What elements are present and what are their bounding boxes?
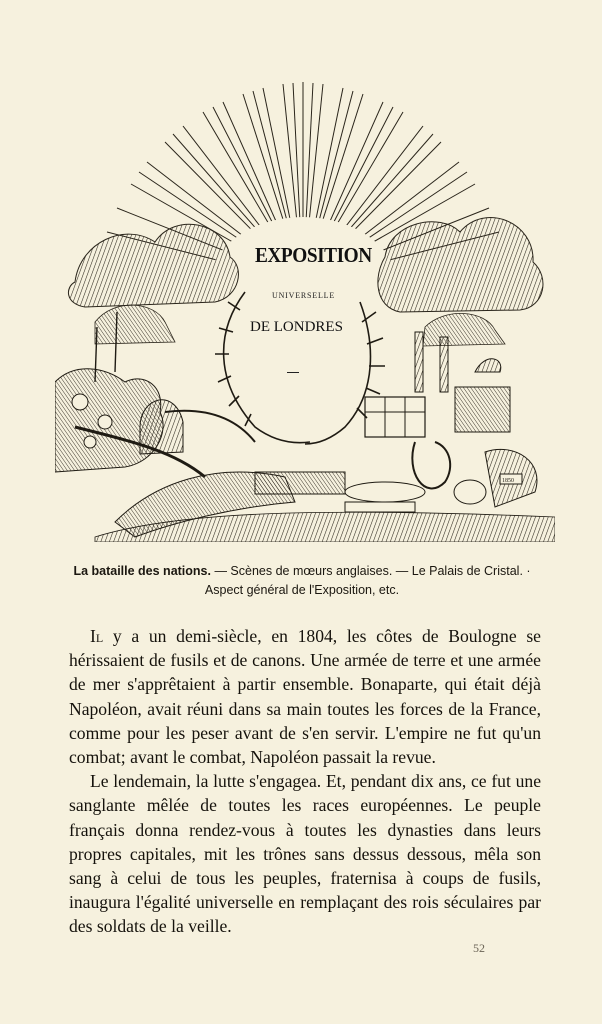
illustration-caption xyxy=(62,562,542,600)
paragraph-2-text: Le lendemain, la lutte s'engagea. Et, pendant dix ans, ce fut une sanglante mêlée de toutes les races européennes. Le peuple français donna rendez-vous à toutes les dynasties dans leurs propres capitales, mit les trônes sans dessus dessous, mêla son sang à celui de tous les peuples, fraternisa à coups de fusils, inaugura l'égalité universelle en remplaçant des rois séculaires par des soldats de la veille. xyxy=(69,771,541,937)
caption-line2: Aspect général de l'Exposition, etc. xyxy=(204,583,400,597)
vignette-dash xyxy=(287,372,299,373)
paragraph-1 xyxy=(69,624,541,769)
caption-lead: La bataille des nations. xyxy=(73,564,211,578)
chapter-body xyxy=(69,624,541,939)
caption-rest: — Scènes de mœurs anglaises. — Le Palais de Cristal. · xyxy=(210,564,531,578)
paragraph-2 xyxy=(69,769,541,938)
page-number: 52 xyxy=(473,941,485,955)
year-label: 1850 xyxy=(502,478,514,484)
vignette-subtitle-small: UNIVERSELLE xyxy=(272,291,336,300)
paragraph-1-text: y a un demi-siècle, en 1804, les côtes de Boulogne se hérissaient de fusils et de canons. Une armée de terre et une armée de mer s'apprêtaient à partir ensemble. Bonaparte, qui était déjà Napoléon, avait réuni dans sa main toutes les forces de la France, comme pour les peser avant de s'en servir. L'empire ne fut qu'un combat; avant le combat, Napoléon passait la revue. xyxy=(69,626,541,768)
vignette-title: EXPOSITION xyxy=(255,243,372,267)
paragraph-1-dropcap: Il xyxy=(90,626,104,646)
vignette-subtitle: DE LONDRES xyxy=(250,319,343,335)
